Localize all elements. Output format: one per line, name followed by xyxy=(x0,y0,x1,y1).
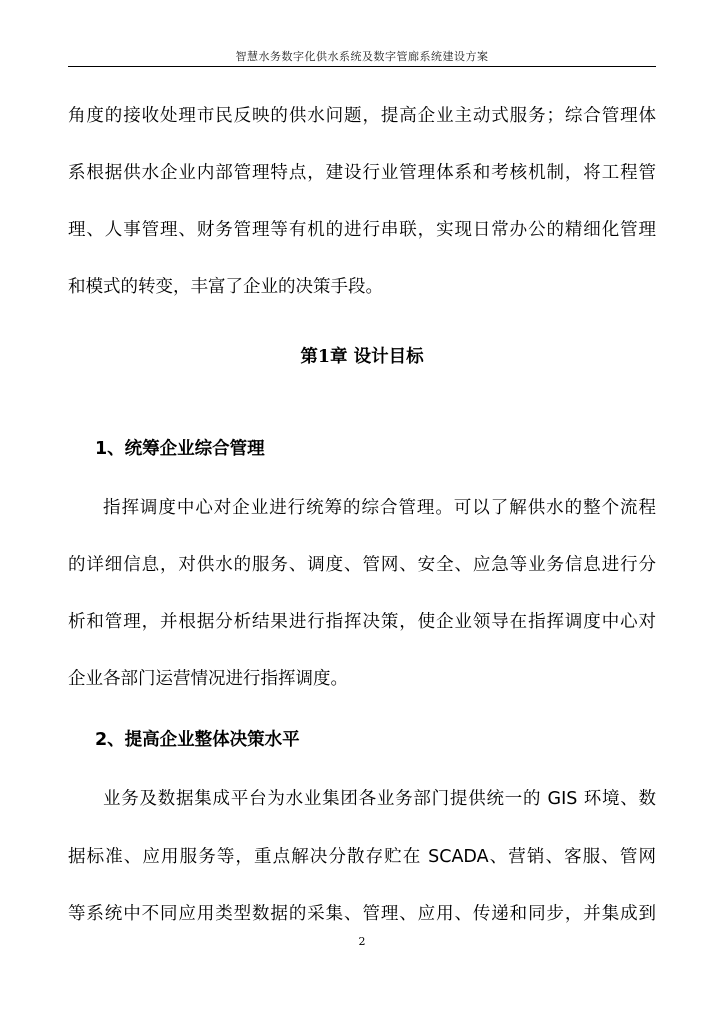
section-heading: 2、提高企业整体决策水平 xyxy=(95,730,300,750)
running-header: 智慧水务数字化供水系统及数字管廊系统建设方案 xyxy=(235,50,489,63)
chapter-number: 第1章 xyxy=(300,347,348,367)
chapter-title xyxy=(0,343,724,371)
paragraph-line: 企业各部门运营情况进行指挥调度。 xyxy=(68,669,348,689)
paragraph-line: 的详细信息，对供水的服务、调度、管网、安全、应急等业务信息进行分 xyxy=(68,555,656,575)
header-rule xyxy=(68,66,656,67)
paragraph-line: 和模式的转变，丰富了企业的决策手段。 xyxy=(68,277,383,297)
paragraph-line: 理、人事管理、财务管理等有机的进行串联，实现日常办公的精细化管理 xyxy=(68,220,656,240)
paragraph-line: 据标准、应用服务等，重点解决分散存贮在 SCADA、营销、客服、管网 xyxy=(68,847,656,867)
paragraph-line: 等系统中不同应用类型数据的采集、管理、应用、传递和同步，并集成到 xyxy=(68,904,656,924)
paragraph-line: 指挥调度中心对企业进行统筹的综合管理。可以了解供水的整个流程 xyxy=(103,498,656,518)
paragraph-line: 角度的接收处理市民反映的供水问题，提高企业主动式服务；综合管理体 xyxy=(68,106,656,126)
page-number: 2 xyxy=(358,935,366,948)
chapter-name: 设计目标 xyxy=(353,347,424,367)
section-heading: 1、统筹企业综合管理 xyxy=(95,439,265,459)
paragraph-line: 系根据供水企业内部管理特点，建设行业管理体系和考核机制，将工程管 xyxy=(68,163,656,183)
paragraph-line: 业务及数据集成平台为水业集团各业务部门提供统一的 GIS 环境、数 xyxy=(103,789,656,809)
paragraph-line: 析和管理，并根据分析结果进行指挥决策，使企业领导在指挥调度中心对 xyxy=(68,612,656,632)
